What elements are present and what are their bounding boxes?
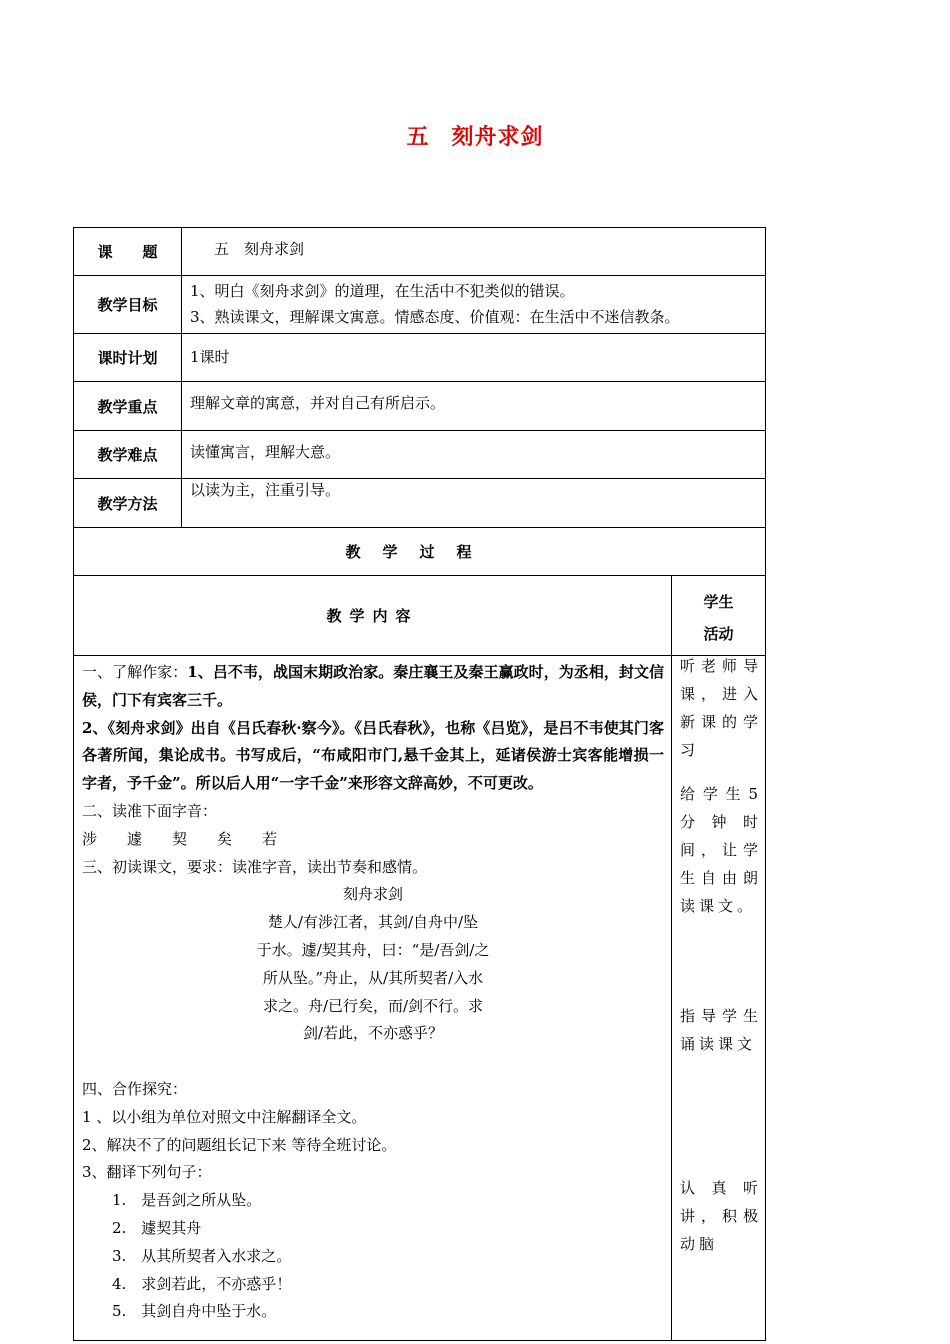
header-student-activity [672,586,765,650]
pronunciation-chars [82,826,664,854]
translate-sentence: 4. 求剑若此，不亦惑乎！ [112,1274,292,1293]
value-key-points: 理解文章的寓意，并对自己有所启示。 [190,394,446,412]
poem-line: 剑/若此，不亦惑乎？ [302,1024,444,1043]
translate-sentence: 2. 遽契其舟 [112,1218,202,1237]
header-content: 教学内容 [326,607,419,625]
header-student-line-1: 学生 [703,593,734,611]
value-topic: 五 刻舟求剑 [214,240,305,258]
objective-line-1: 1、明白《刻舟求剑》的道理，在生活中不犯类似的错误。 [190,282,575,300]
column-header-row [74,576,765,656]
translate-sentence: 3. 从其所契者入水求之。 [112,1246,292,1265]
char-item: 若 [262,829,278,848]
label-key-points: 教学重点 [74,382,182,430]
value-method: 以读为主，注重引导。 [190,481,341,499]
intro-author: 1、吕不韦，战国末期政治家。秦庄襄王及秦王赢政时，为丞相，封文信侯，门下有宾客三千。 [82,663,664,709]
header-student-line-2: 活动 [703,625,734,643]
coop-item: 2、解决不了的问题组长记下来 等待全班讨论。 [82,1135,397,1154]
column-divider [671,576,672,1340]
activity-listen: 认真听讲，积极动脑 [680,1179,762,1253]
title-text: 刻舟求剑 [451,125,544,150]
poem-line: 楚人/有涉江者，其剑/自舟中/坠 [267,913,479,932]
coop-item: 1 、以小组为单位对照文中注解翻译全文。 [82,1107,367,1126]
source-paragraph: 2、《刻舟求剑》出自《吕氏春秋·察今》。《吕氏春秋》，也称《吕览》，是吕不韦使其门客各著所闻，集论成书。书写成后，“布咸阳市门,悬千金其上，延诸侯游士宾客能增损一字者，予千金”。所以后人用“一字千金”来形容文辞高妙，不可更改。 [82,718,664,793]
value-objectives [190,278,759,330]
translate-sentence: 1. 是吾剑之所从坠。 [112,1191,262,1210]
value-difficulties: 读懂寓言，理解大意。 [190,443,341,461]
process-header: 教学过程 [74,528,765,576]
section-first-reading: 三、初读课文，要求：读准字音，读出节奏和感情。 [82,857,428,876]
objective-line-2: 3、熟读课文，理解课文寓意。情感态度、价值观：在生活中不迷信教条。 [190,308,680,326]
page-title [0,120,950,151]
char-item: 涉 [82,829,98,848]
poem-line: 所从坠。”舟止，从/其所契者/入水 [262,968,484,987]
poem-line: 求之。舟/已行矣，而/剑不行。求 [262,996,484,1015]
section-pronunciation: 二、读准下面字音： [82,801,218,820]
label-topic: 课 题 [74,228,182,275]
lesson-plan-table [73,227,766,1341]
row-schedule [74,334,765,382]
activity-intro: 听老师导课，进入新课的学习 [680,657,762,759]
poem-title: 刻舟求剑 [342,885,403,904]
activity-guided-reading: 指导学生诵读课文 [680,1007,762,1053]
teaching-content [82,659,664,1326]
title-number: 五 [406,125,430,150]
label-schedule: 课时计划 [74,334,182,381]
intro-prefix: 一、了解作家： [82,663,188,681]
label-method: 教学方法 [74,479,182,527]
row-key-points [74,382,765,431]
poem-line: 于水。遽/契其舟，曰：“是/吾剑/之 [256,940,490,959]
char-item: 契 [172,829,188,848]
char-item: 遽 [127,829,143,848]
row-topic [74,228,765,276]
label-difficulties: 教学难点 [74,431,182,478]
label-objectives: 教学目标 [74,276,182,333]
value-schedule: 1课时 [190,348,230,366]
intro-paragraph [82,659,664,715]
row-method [74,479,765,528]
coop-item: 3、翻译下列句子： [82,1163,212,1182]
section-cooperation: 四、合作探究： [82,1079,188,1098]
row-difficulties [74,431,765,479]
char-item: 矣 [217,829,233,848]
translate-sentence: 5. 其剑自舟中坠于水。 [112,1302,277,1321]
row-objectives [74,276,765,334]
activity-free-reading: 给学生5分钟时间，让学生自由朗读课文。 [680,785,762,915]
